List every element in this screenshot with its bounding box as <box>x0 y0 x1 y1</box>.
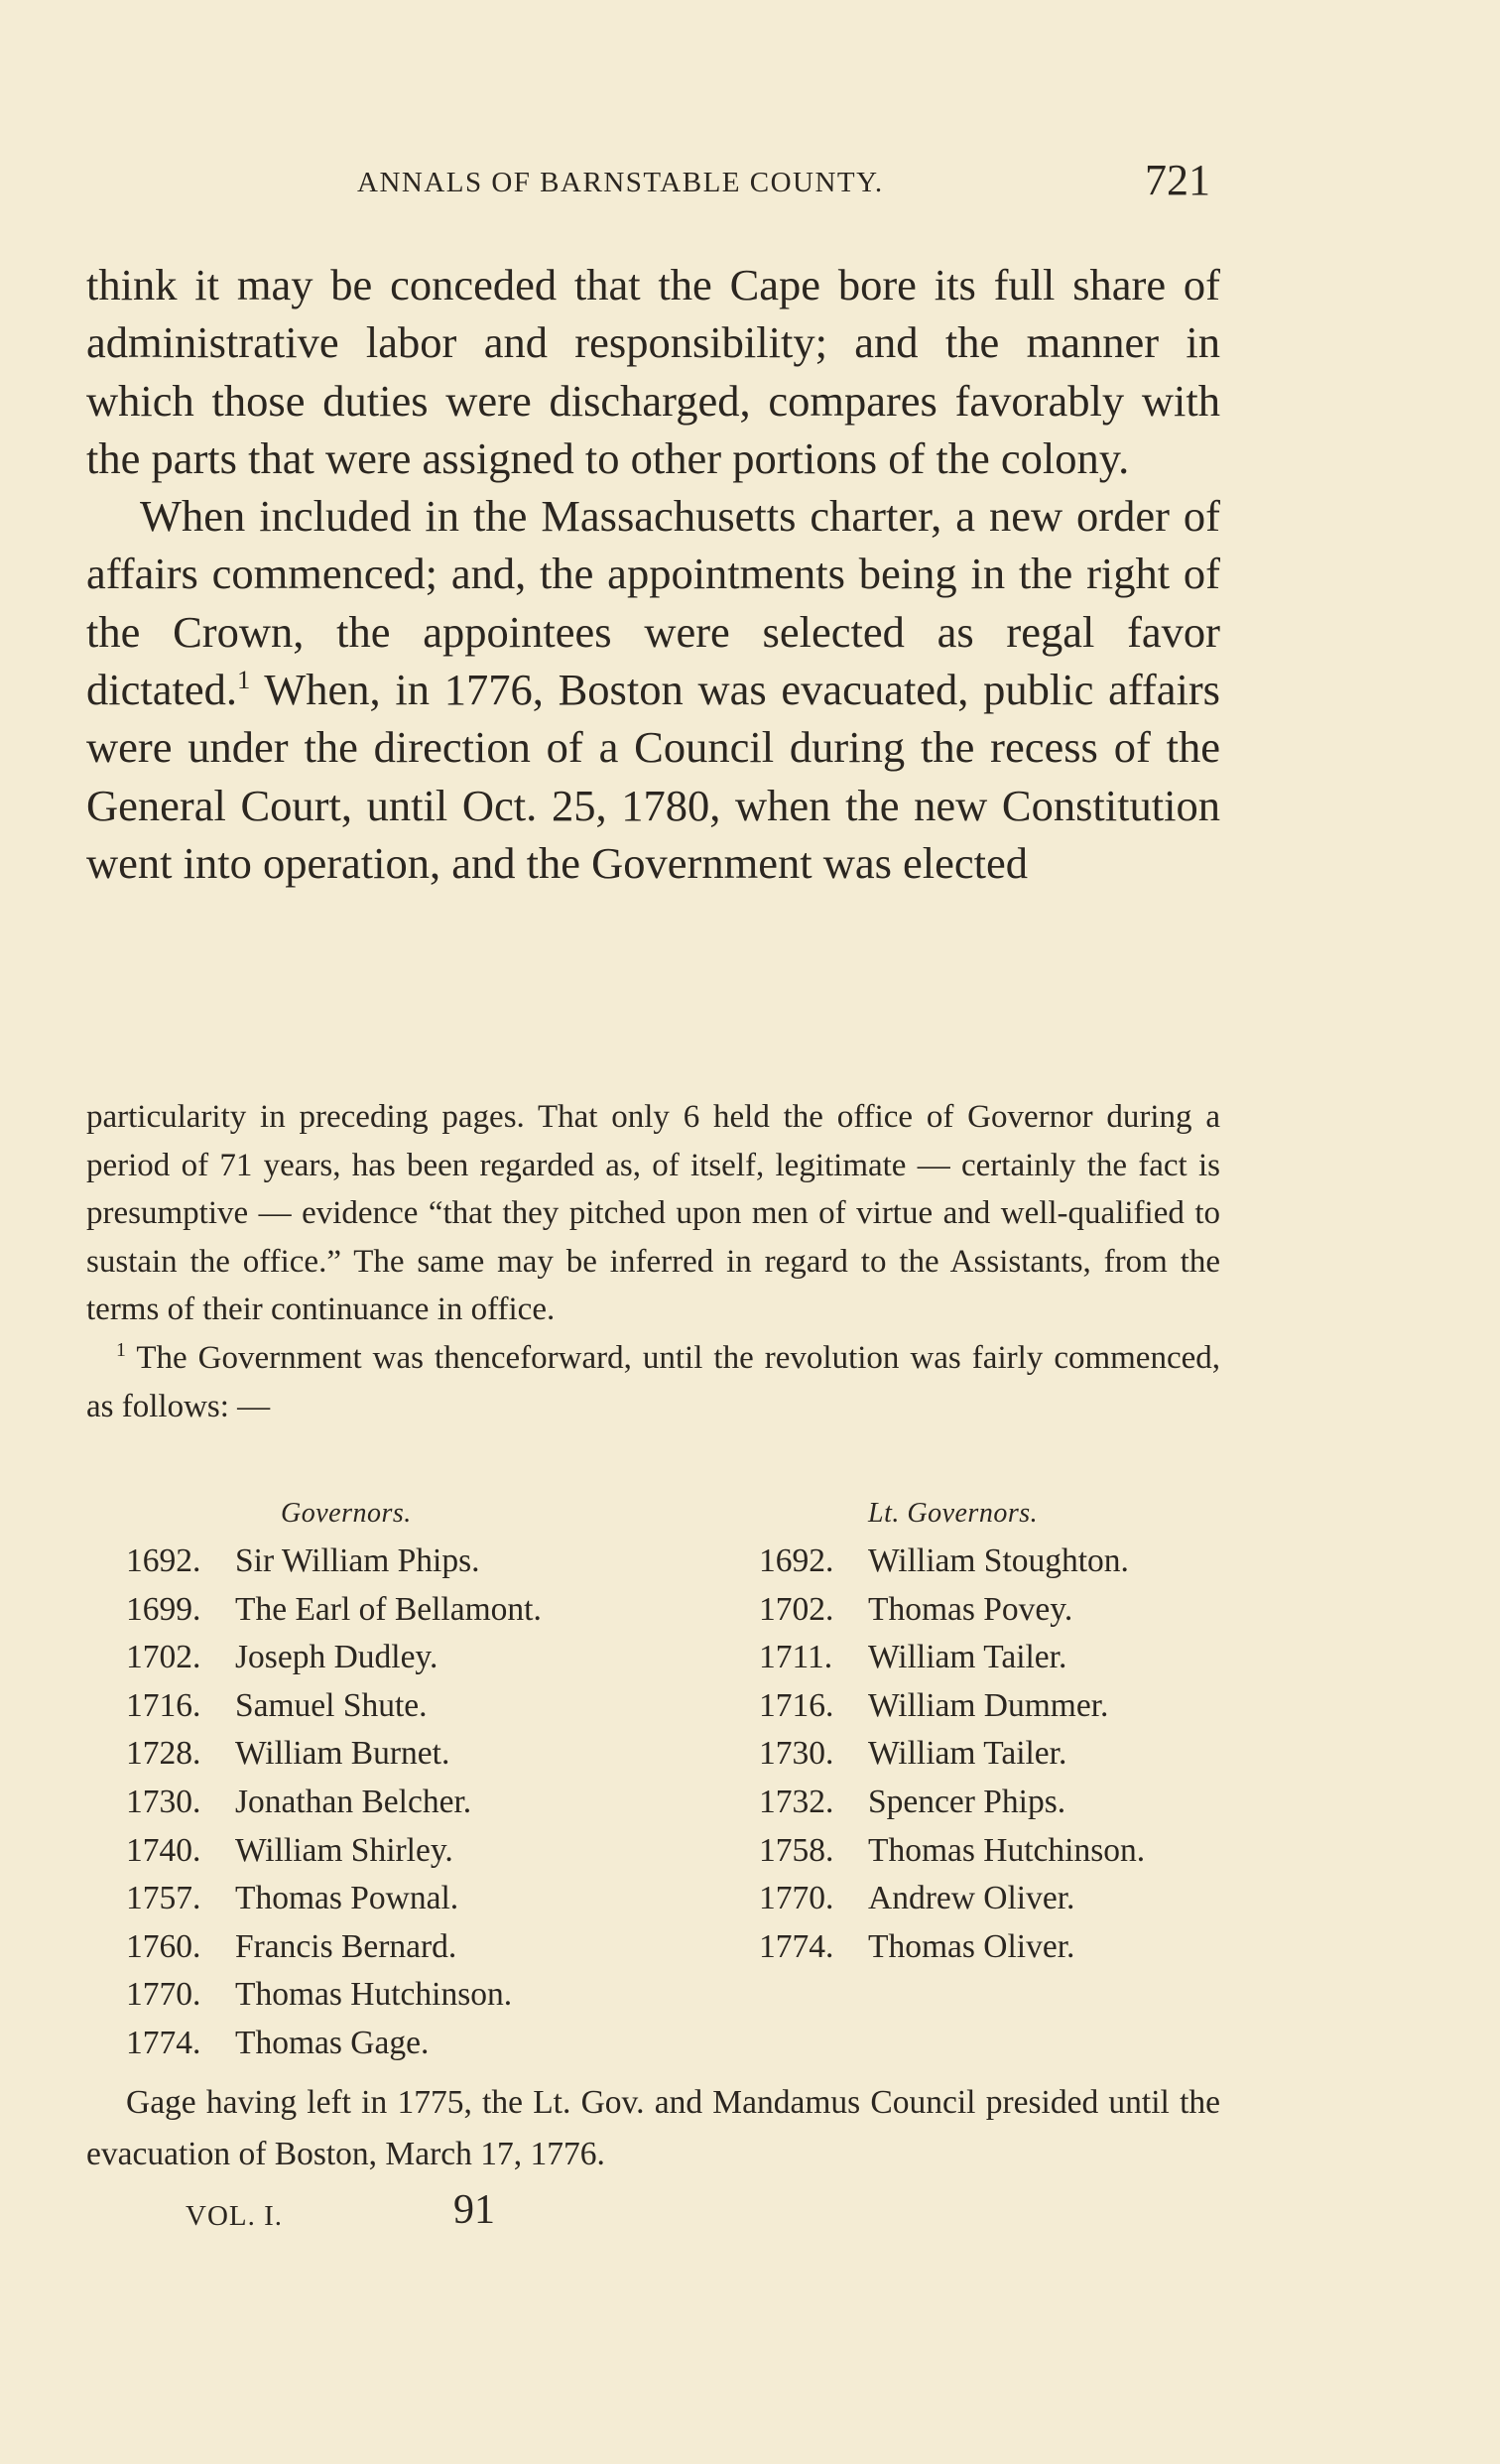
governor-entry <box>126 1634 682 1682</box>
entry-name: Thomas Povey. <box>868 1590 1073 1628</box>
governor-entry <box>126 1586 682 1635</box>
entry-name: Samuel Shute. <box>235 1686 428 1724</box>
governor-entry <box>126 1923 682 1972</box>
entry-name: Jonathan Belcher. <box>235 1783 472 1820</box>
main-text <box>86 256 1220 892</box>
footnote-continued: particularity in preceding pages. That only 6 held the office of Governor during a period of 71 years, has been regarded as, of itself, legitimate — certainly the fact is presumptive — evidence “that they pitched upon men of virtue and well-qualified to sustain the office.” The same may be inferred in regard to the Assistants, from the terms of their continuance in office. <box>86 1099 1220 1328</box>
signature-line <box>186 2186 582 2242</box>
paragraph-2-part-b: When, in 1776, Boston was evacuated, public affairs were under the direction of a Council during the recess of the General Court, until Oct. 25, 1780, when the new Constitution went into operation, and the Government was elected <box>86 665 1220 888</box>
governor-entry <box>126 1779 682 1827</box>
governor-entry <box>126 1682 682 1731</box>
entry-year: 1730. <box>759 1735 834 1773</box>
lt-governor-entry <box>759 1634 1225 1682</box>
closing-text <box>86 2077 1220 2180</box>
governors-column <box>126 1496 682 2068</box>
footnote-1 <box>86 1334 1220 1430</box>
entry-name: Thomas Oliver. <box>868 1927 1075 1965</box>
governor-entry <box>126 1730 682 1779</box>
paragraph-1: think it may be conceded that the Cape bore its full share of administrative labor and responsibility; and the manner in which those duties were discharged, compares favorably with the parts that were assigned to other portions of the colony. <box>86 260 1220 483</box>
entry-year: 1758. <box>759 1831 834 1869</box>
lt-governor-entry <box>759 1730 1225 1779</box>
lt-governors-heading: Lt. Governors. <box>868 1498 1039 1529</box>
lt-governors-column <box>759 1496 1225 1971</box>
lt-governor-entry <box>759 1827 1225 1876</box>
lt-governor-entry <box>759 1682 1225 1731</box>
footnote-1-text: The Government was thenceforward, until the revolution was fairly commenced, as follows: — <box>86 1339 1220 1424</box>
lt-governor-entry <box>759 1923 1225 1972</box>
governor-entry <box>126 1538 682 1586</box>
page-number: 721 <box>1145 156 1210 204</box>
entry-year: 1692. <box>126 1542 201 1579</box>
paragraph-2-part-a: When included in the Massachusetts charter, a new order of affairs commenced; and, the appointments being in the right of the Crown, the appointees were selected as regal favor dictated. <box>86 491 1220 715</box>
lt-governor-entry <box>759 1538 1225 1586</box>
entry-name: William Burnet. <box>235 1735 450 1773</box>
governor-entry <box>126 2020 682 2068</box>
entry-name: William Tailer. <box>868 1735 1067 1773</box>
entry-year: 1760. <box>126 1927 201 1965</box>
entry-name: William Tailer. <box>868 1639 1067 1676</box>
paragraph-2 <box>86 487 1220 892</box>
entry-name: Thomas Gage. <box>235 2024 430 2061</box>
entry-name: Thomas Hutchinson. <box>235 1976 513 2014</box>
entry-year: 1770. <box>759 1880 834 1917</box>
entry-year: 1728. <box>126 1735 201 1773</box>
officials-lists <box>86 1496 1220 2071</box>
entry-year: 1702. <box>759 1590 834 1628</box>
footnote-marker: 1 <box>116 1338 126 1361</box>
entry-name: Francis Bernard. <box>235 1927 457 1965</box>
entry-year: 1770. <box>126 1976 201 2014</box>
entry-year: 1716. <box>126 1686 201 1724</box>
signature-number: 91 <box>453 2187 495 2233</box>
lt-governor-entry <box>759 1875 1225 1923</box>
entry-year: 1702. <box>126 1639 201 1676</box>
volume-label: VOL. I. <box>186 2200 284 2232</box>
entry-year: 1732. <box>759 1783 834 1820</box>
entry-year: 1716. <box>759 1686 834 1724</box>
footnotes <box>86 1093 1220 1430</box>
governor-entry <box>126 1875 682 1923</box>
entry-name: Spencer Phips. <box>868 1783 1066 1820</box>
entry-name: The Earl of Bellamont. <box>235 1590 542 1628</box>
entry-name: Thomas Hutchinson. <box>868 1831 1146 1869</box>
entry-name: Joseph Dudley. <box>235 1639 438 1676</box>
entry-year: 1699. <box>126 1590 201 1628</box>
entry-name: Andrew Oliver. <box>868 1880 1075 1917</box>
page-header <box>357 156 1210 208</box>
entry-year: 1774. <box>126 2024 201 2061</box>
entry-name: Sir William Phips. <box>235 1542 480 1579</box>
entry-year: 1692. <box>759 1542 834 1579</box>
running-head: ANNALS OF BARNSTABLE COUNTY. <box>357 167 884 198</box>
entry-name: William Dummer. <box>868 1686 1109 1724</box>
entry-year: 1730. <box>126 1783 201 1820</box>
footnote-reference: 1 <box>236 665 251 695</box>
governor-entry <box>126 1827 682 1876</box>
entry-year: 1711. <box>759 1639 833 1676</box>
entry-name: Thomas Pownal. <box>235 1880 459 1917</box>
entry-name: William Stoughton. <box>868 1542 1129 1579</box>
entry-year: 1740. <box>126 1831 201 1869</box>
governors-heading: Governors. <box>281 1498 412 1529</box>
entry-year: 1757. <box>126 1880 201 1917</box>
lt-governor-entry <box>759 1779 1225 1827</box>
entry-year: 1774. <box>759 1927 834 1965</box>
governor-entry <box>126 1971 682 2020</box>
entry-name: William Shirley. <box>235 1831 453 1869</box>
lt-governor-entry <box>759 1586 1225 1635</box>
closing-paragraph: Gage having left in 1775, the Lt. Gov. and Mandamus Council presided until the evacuation of Boston, March 17, 1776. <box>86 2084 1220 2172</box>
